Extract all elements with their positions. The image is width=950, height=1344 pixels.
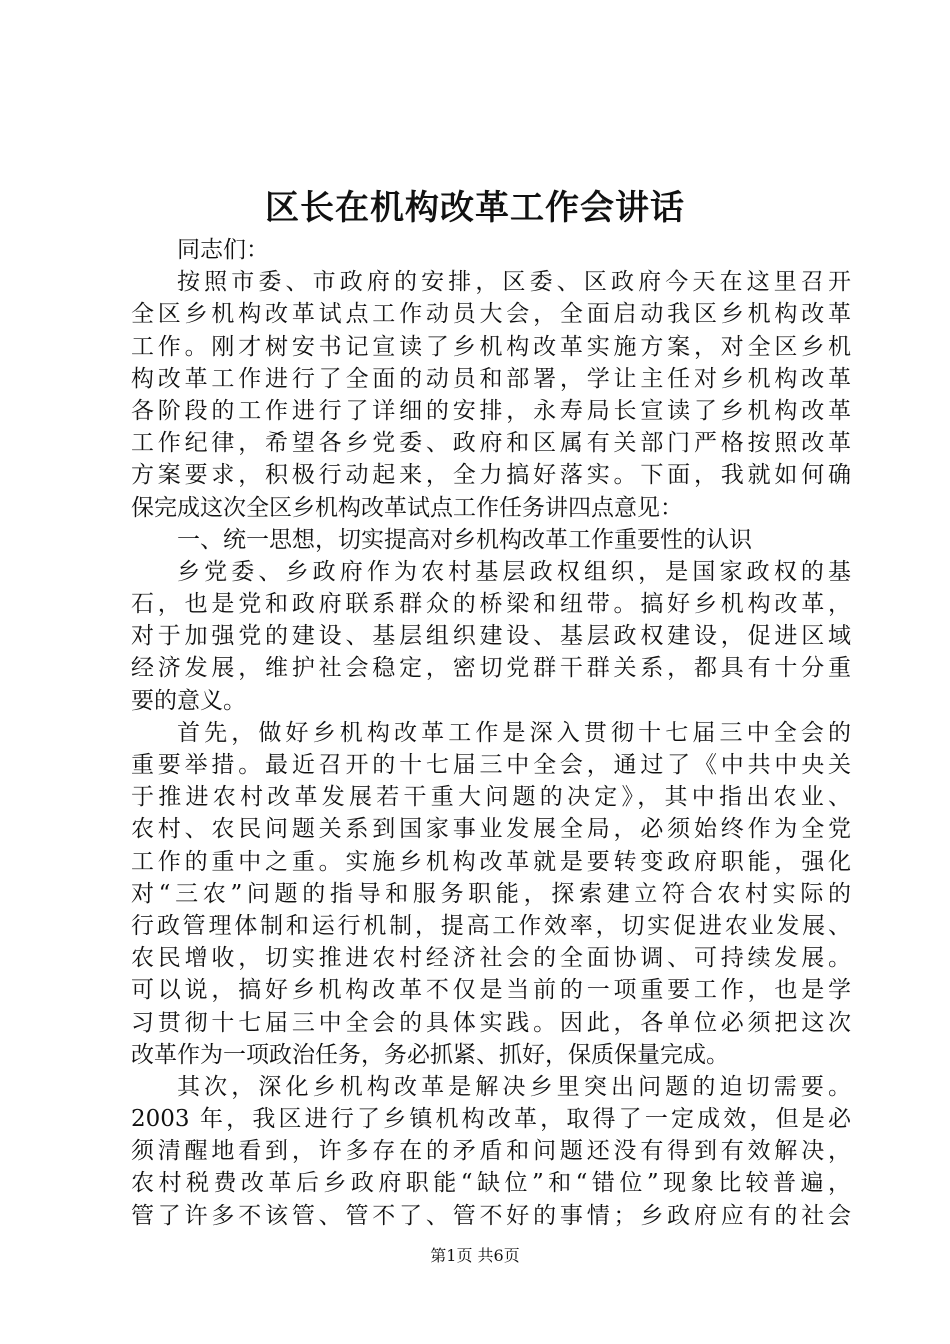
body-line: 2003 年，我区进行了乡镇机构改革，取得了一定成效，但是必 — [131, 1106, 851, 1133]
body-line: 要的意义。 — [131, 687, 246, 714]
document-title: 区长在机构改革工作会讲话 — [265, 188, 685, 228]
body-line: 方案要求，积极行动起来，全力搞好落实。下面，我就如何确 — [131, 462, 851, 489]
body-line: 乡党委、乡政府作为农村基层政权组织，是国家政权的基 — [177, 558, 851, 585]
body-line: 工作纪律，希望各乡党委、政府和区属有关部门严格按照改革 — [131, 430, 851, 457]
body-line: 行政管理体制和运行机制，提高工作效率，切实促进农业发展、 — [131, 912, 851, 939]
body-line: 改革作为一项政治任务，务必抓紧、抓好，保质保量完成。 — [131, 1041, 729, 1068]
body-line: 石，也是党和政府联系群众的桥梁和纽带。搞好乡机构改革， — [131, 591, 851, 618]
body-line: 农村、农民问题关系到国家事业发展全局，必须始终作为全党 — [131, 816, 851, 843]
document-body — [131, 234, 851, 1232]
body-line: 对“三农”问题的指导和服务职能，探索建立符合农村实际的 — [131, 880, 851, 907]
body-line: 工作的重中之重。实施乡机构改革就是要转变政府职能，强化 — [131, 848, 851, 875]
body-line: 习贯彻十七届三中全会的具体实践。因此，各单位必须把这次 — [131, 1009, 851, 1036]
body-line: 须清醒地看到，许多存在的矛盾和问题还没有得到有效解决， — [131, 1138, 851, 1165]
body-line: 全区乡机构改革试点工作动员大会，全面启动我区乡机构改革 — [131, 301, 851, 328]
body-line: 于推进农村改革发展若干重大问题的决定》，其中指出农业、 — [131, 784, 851, 811]
page-number-footer: 第1页 共6页 — [430, 1246, 520, 1265]
body-line: 农村税费改革后乡政府职能“缺位”和“错位”现象比较普遍， — [131, 1170, 851, 1197]
body-line: 首先，做好乡机构改革工作是深入贯彻十七届三中全会的 — [177, 719, 851, 746]
section-heading: 一、统一思想，切实提高对乡机构改革工作重要性的认识 — [177, 526, 752, 553]
body-line: 构改革工作进行了全面的动员和部署，学让主任对乡机构改革 — [131, 365, 851, 392]
body-line: 可以说，搞好乡机构改革不仅是当前的一项重要工作，也是学 — [131, 977, 851, 1004]
body-line: 经济发展，维护社会稳定，密切党群干群关系，都具有十分重 — [131, 655, 851, 682]
body-line: 保完成这次全区乡机构改革试点工作任务讲四点意见： — [131, 494, 683, 521]
body-line: 重要举措。最近召开的十七届三中全会，通过了《中共中央关 — [131, 752, 851, 778]
body-line: 对于加强党的建设、基层组织建设、基层政权建设，促进区域 — [131, 623, 851, 650]
body-line: 工作。刚才树安书记宣读了乡机构改革实施方案，对全区乡机 — [131, 333, 851, 360]
body-line: 农民增收，切实推进农村经济社会的全面协调、可持续发展。 — [131, 945, 851, 972]
body-line: 管了许多不该管、管不了、管不好的事情；乡政府应有的社会 — [131, 1202, 851, 1229]
body-line: 各阶段的工作进行了详细的安排，永寿局长宣读了乡机构改革 — [131, 397, 851, 424]
salutation: 同志们： — [177, 237, 269, 263]
body-line: 按照市委、市政府的安排，区委、区政府今天在这里召开 — [177, 269, 851, 296]
body-line: 其次，深化乡机构改革是解决乡里突出问题的迫切需要。 — [177, 1073, 851, 1100]
